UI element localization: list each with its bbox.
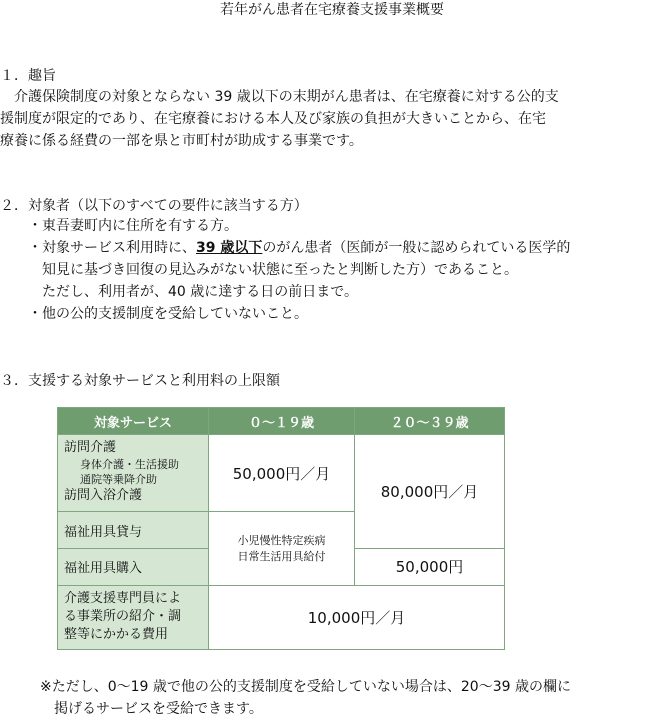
section-2-heading: ２．対象者（以下のすべての要件に該当する方） xyxy=(0,198,308,214)
row-equipment-rental-label: 福祉用具貸与 xyxy=(58,512,209,548)
table-row xyxy=(58,586,505,650)
label-home-bathing: 訪問入浴介護 xyxy=(64,488,143,504)
row-home-care-label xyxy=(58,435,209,512)
section-2-bullets xyxy=(28,215,570,325)
header-age-0-19: ０～１９歳 xyxy=(209,408,355,435)
shared-note-cell xyxy=(209,512,355,586)
bullet-age-underline: 39 歳以下 xyxy=(196,240,263,256)
page-title: 若年がん患者在宅療養支援事業概要 xyxy=(220,2,444,18)
section-1-line: 援制度が限定的であり、在宅療養における本人及び家族の負担が大きいことから、在宅 xyxy=(0,111,546,127)
bullet-age-post: のがん患者（医師が一般に認められている医学的 xyxy=(262,240,571,256)
row-care-manager-label xyxy=(58,586,209,650)
label-home-care-sub-2: 通院等乗降介助 xyxy=(80,473,157,487)
label-care-manager-3: 整等にかかる費用 xyxy=(64,627,169,643)
bullet-age-line-3: ただし、利用者が、40 歳に達する日の前日まで。 xyxy=(42,284,358,300)
section-1-line: 療養に係る経費の一部を県と市町村が助成する事業です。 xyxy=(0,133,363,149)
bullet-age-line-2: 知見に基づき回復の見込みがない状態に至ったと判断した方）であること。 xyxy=(42,262,518,278)
value-home-care-0-19: 50,000円／月 xyxy=(209,435,355,512)
table-row xyxy=(58,435,505,512)
label-care-manager-2: る事業所の紹介・調 xyxy=(64,609,182,625)
header-service: 対象サービス xyxy=(58,408,209,435)
label-home-care: 訪問介護 xyxy=(64,440,117,456)
value-equipment-purchase-20-39: 50,000円 xyxy=(355,548,505,585)
label-care-manager-1: 介護支援専門員によ xyxy=(64,591,182,607)
bullet-no-other-support: ・他の公的支援制度を受給していないこと。 xyxy=(28,306,308,322)
section-1-line: 介護保険制度の対象とならない 39 歳以下の末期がん患者は、在宅療養に対する公的支 xyxy=(0,89,559,105)
shared-note-line-1: 小児慢性特定疾病 xyxy=(237,533,326,547)
value-home-care-20-39: 80,000円／月 xyxy=(355,435,505,548)
bullet-age xyxy=(28,237,570,259)
footnote xyxy=(40,676,571,720)
section-3-heading: ３．支援する対象サービスと利用料の上限額 xyxy=(0,373,280,389)
shared-note-line-2: 日常生活用具給付 xyxy=(237,549,326,563)
row-equipment-purchase-label: 福祉用具購入 xyxy=(58,548,209,585)
footnote-line-1: ※ただし、0～19 歳で他の公的支援制度を受給していない場合は、20～39 歳の欄に xyxy=(40,679,571,695)
service-table xyxy=(57,407,505,650)
bullet-age-pre: ・対象サービス利用時に、 xyxy=(28,240,196,256)
bullet-address: ・東吾妻町内に住所を有する方。 xyxy=(28,218,238,234)
header-age-20-39: ２０～３９歳 xyxy=(355,408,505,435)
value-care-manager: 10,000円／月 xyxy=(209,586,505,650)
label-home-care-sub-1: 身体介護・生活援助 xyxy=(80,458,179,472)
section-1-body xyxy=(0,86,664,152)
footnote-line-2: 掲げるサービスを受給できます。 xyxy=(40,701,263,717)
table-header-row xyxy=(58,408,505,435)
section-1-heading: １．趣旨 xyxy=(0,68,56,84)
